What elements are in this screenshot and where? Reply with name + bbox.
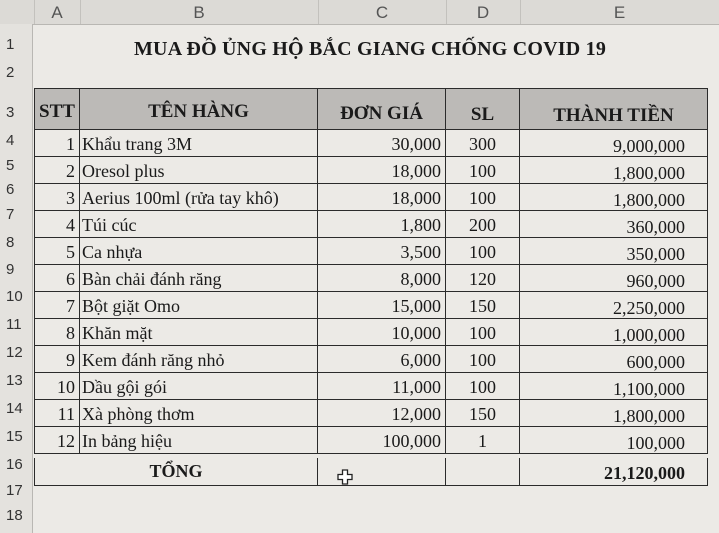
select-all-corner[interactable]	[0, 0, 35, 24]
item-qty[interactable]: 1	[446, 427, 520, 454]
row-header[interactable]: 5	[6, 157, 15, 174]
item-total[interactable]: 600,000	[520, 346, 708, 373]
column-header-b[interactable]: B	[80, 0, 319, 24]
row-header[interactable]: 8	[6, 234, 15, 251]
row-header[interactable]: 6	[6, 181, 15, 198]
row-header[interactable]: 17	[6, 482, 23, 499]
item-price[interactable]: 11,000	[318, 373, 446, 400]
item-price[interactable]: 18,000	[318, 157, 446, 184]
item-stt[interactable]: 2	[34, 157, 80, 184]
item-total[interactable]: 1,100,000	[520, 373, 708, 400]
item-total[interactable]: 350,000	[520, 238, 708, 265]
item-stt[interactable]: 10	[34, 373, 80, 400]
header-ten-hang[interactable]: TÊN HÀNG	[80, 88, 318, 130]
item-name[interactable]: Xà phòng thơm	[80, 400, 318, 427]
grand-total[interactable]: 21,120,000	[520, 458, 708, 486]
item-qty[interactable]: 150	[446, 400, 520, 427]
item-stt[interactable]: 7	[34, 292, 80, 319]
item-qty[interactable]: 100	[446, 184, 520, 211]
item-stt[interactable]: 11	[34, 400, 80, 427]
row-header[interactable]: 9	[6, 261, 15, 278]
total-label[interactable]: TỔNG	[34, 458, 318, 486]
row-header[interactable]: 1	[6, 36, 15, 53]
item-price[interactable]: 18,000	[318, 184, 446, 211]
item-stt[interactable]: 3	[34, 184, 80, 211]
item-name[interactable]: Bột giặt Omo	[80, 292, 318, 319]
item-name[interactable]: Ca nhựa	[80, 238, 318, 265]
header-stt[interactable]: STT	[34, 88, 80, 130]
header-don-gia[interactable]: ĐƠN GIÁ	[318, 88, 446, 130]
row-header[interactable]: 14	[6, 400, 23, 417]
item-qty[interactable]: 200	[446, 211, 520, 238]
row-header[interactable]: 11	[6, 316, 22, 333]
item-price[interactable]: 3,500	[318, 238, 446, 265]
item-price[interactable]: 12,000	[318, 400, 446, 427]
row-header[interactable]: 12	[6, 344, 23, 361]
plus-cross-cursor-icon	[337, 469, 353, 485]
item-qty[interactable]: 100	[446, 373, 520, 400]
item-name[interactable]: Dầu gội gói	[80, 373, 318, 400]
item-name[interactable]: Kem đánh răng nhỏ	[80, 346, 318, 373]
item-name[interactable]: Túi cúc	[80, 211, 318, 238]
item-total[interactable]: 1,800,000	[520, 184, 708, 211]
item-qty[interactable]: 100	[446, 346, 520, 373]
column-header-c[interactable]: C	[318, 0, 447, 24]
total-qty-cell[interactable]	[446, 458, 520, 486]
item-stt[interactable]: 4	[34, 211, 80, 238]
column-header-a[interactable]: A	[34, 0, 81, 24]
item-total[interactable]: 1,000,000	[520, 319, 708, 346]
item-total[interactable]: 9,000,000	[520, 130, 708, 157]
item-qty[interactable]: 150	[446, 292, 520, 319]
column-header-e[interactable]: E	[520, 0, 719, 24]
item-total[interactable]: 2,250,000	[520, 292, 708, 319]
item-name[interactable]: Aerius 100ml (rửa tay khô)	[80, 184, 318, 211]
row-header[interactable]: 13	[6, 372, 23, 389]
header-sl[interactable]: SL	[446, 88, 520, 130]
header-thanh-tien[interactable]: THÀNH TIỀN	[520, 88, 708, 130]
sheet-title[interactable]: MUA ĐỒ ỦNG HỘ BẮC GIANG CHỐNG COVID 19	[133, 38, 607, 60]
row-header[interactable]: 3	[6, 104, 15, 121]
item-price[interactable]: 6,000	[318, 346, 446, 373]
row-header[interactable]: 7	[6, 206, 15, 223]
item-qty[interactable]: 100	[446, 238, 520, 265]
item-name[interactable]: Bàn chải đánh răng	[80, 265, 318, 292]
item-stt[interactable]: 1	[34, 130, 80, 157]
item-qty[interactable]: 120	[446, 265, 520, 292]
item-stt[interactable]: 6	[34, 265, 80, 292]
row-header[interactable]: 10	[6, 288, 23, 305]
row-header[interactable]: 18	[6, 507, 23, 524]
item-name[interactable]: Oresol plus	[80, 157, 318, 184]
item-stt[interactable]: 9	[34, 346, 80, 373]
column-header-d[interactable]: D	[446, 0, 521, 24]
item-stt[interactable]: 5	[34, 238, 80, 265]
item-stt[interactable]: 8	[34, 319, 80, 346]
item-name[interactable]: Khẩu trang 3M	[80, 130, 318, 157]
column-header-bar	[0, 0, 719, 25]
row-header-bar	[0, 24, 33, 533]
item-price[interactable]: 10,000	[318, 319, 446, 346]
item-total[interactable]: 100,000	[520, 427, 708, 454]
row-header[interactable]: 16	[6, 456, 23, 473]
item-price[interactable]: 8,000	[318, 265, 446, 292]
item-name[interactable]: In bảng hiệu	[80, 427, 318, 454]
item-qty[interactable]: 100	[446, 319, 520, 346]
item-price[interactable]: 100,000	[318, 427, 446, 454]
row-header[interactable]: 4	[6, 132, 15, 149]
item-total[interactable]: 360,000	[520, 211, 708, 238]
item-qty[interactable]: 300	[446, 130, 520, 157]
item-name[interactable]: Khăn mặt	[80, 319, 318, 346]
item-price[interactable]: 15,000	[318, 292, 446, 319]
row-header[interactable]: 2	[6, 64, 15, 81]
item-total[interactable]: 960,000	[520, 265, 708, 292]
item-price[interactable]: 30,000	[318, 130, 446, 157]
item-stt[interactable]: 12	[34, 427, 80, 454]
item-qty[interactable]: 100	[446, 157, 520, 184]
item-total[interactable]: 1,800,000	[520, 400, 708, 427]
row-header[interactable]: 15	[6, 428, 23, 445]
item-total[interactable]: 1,800,000	[520, 157, 708, 184]
item-price[interactable]: 1,800	[318, 211, 446, 238]
